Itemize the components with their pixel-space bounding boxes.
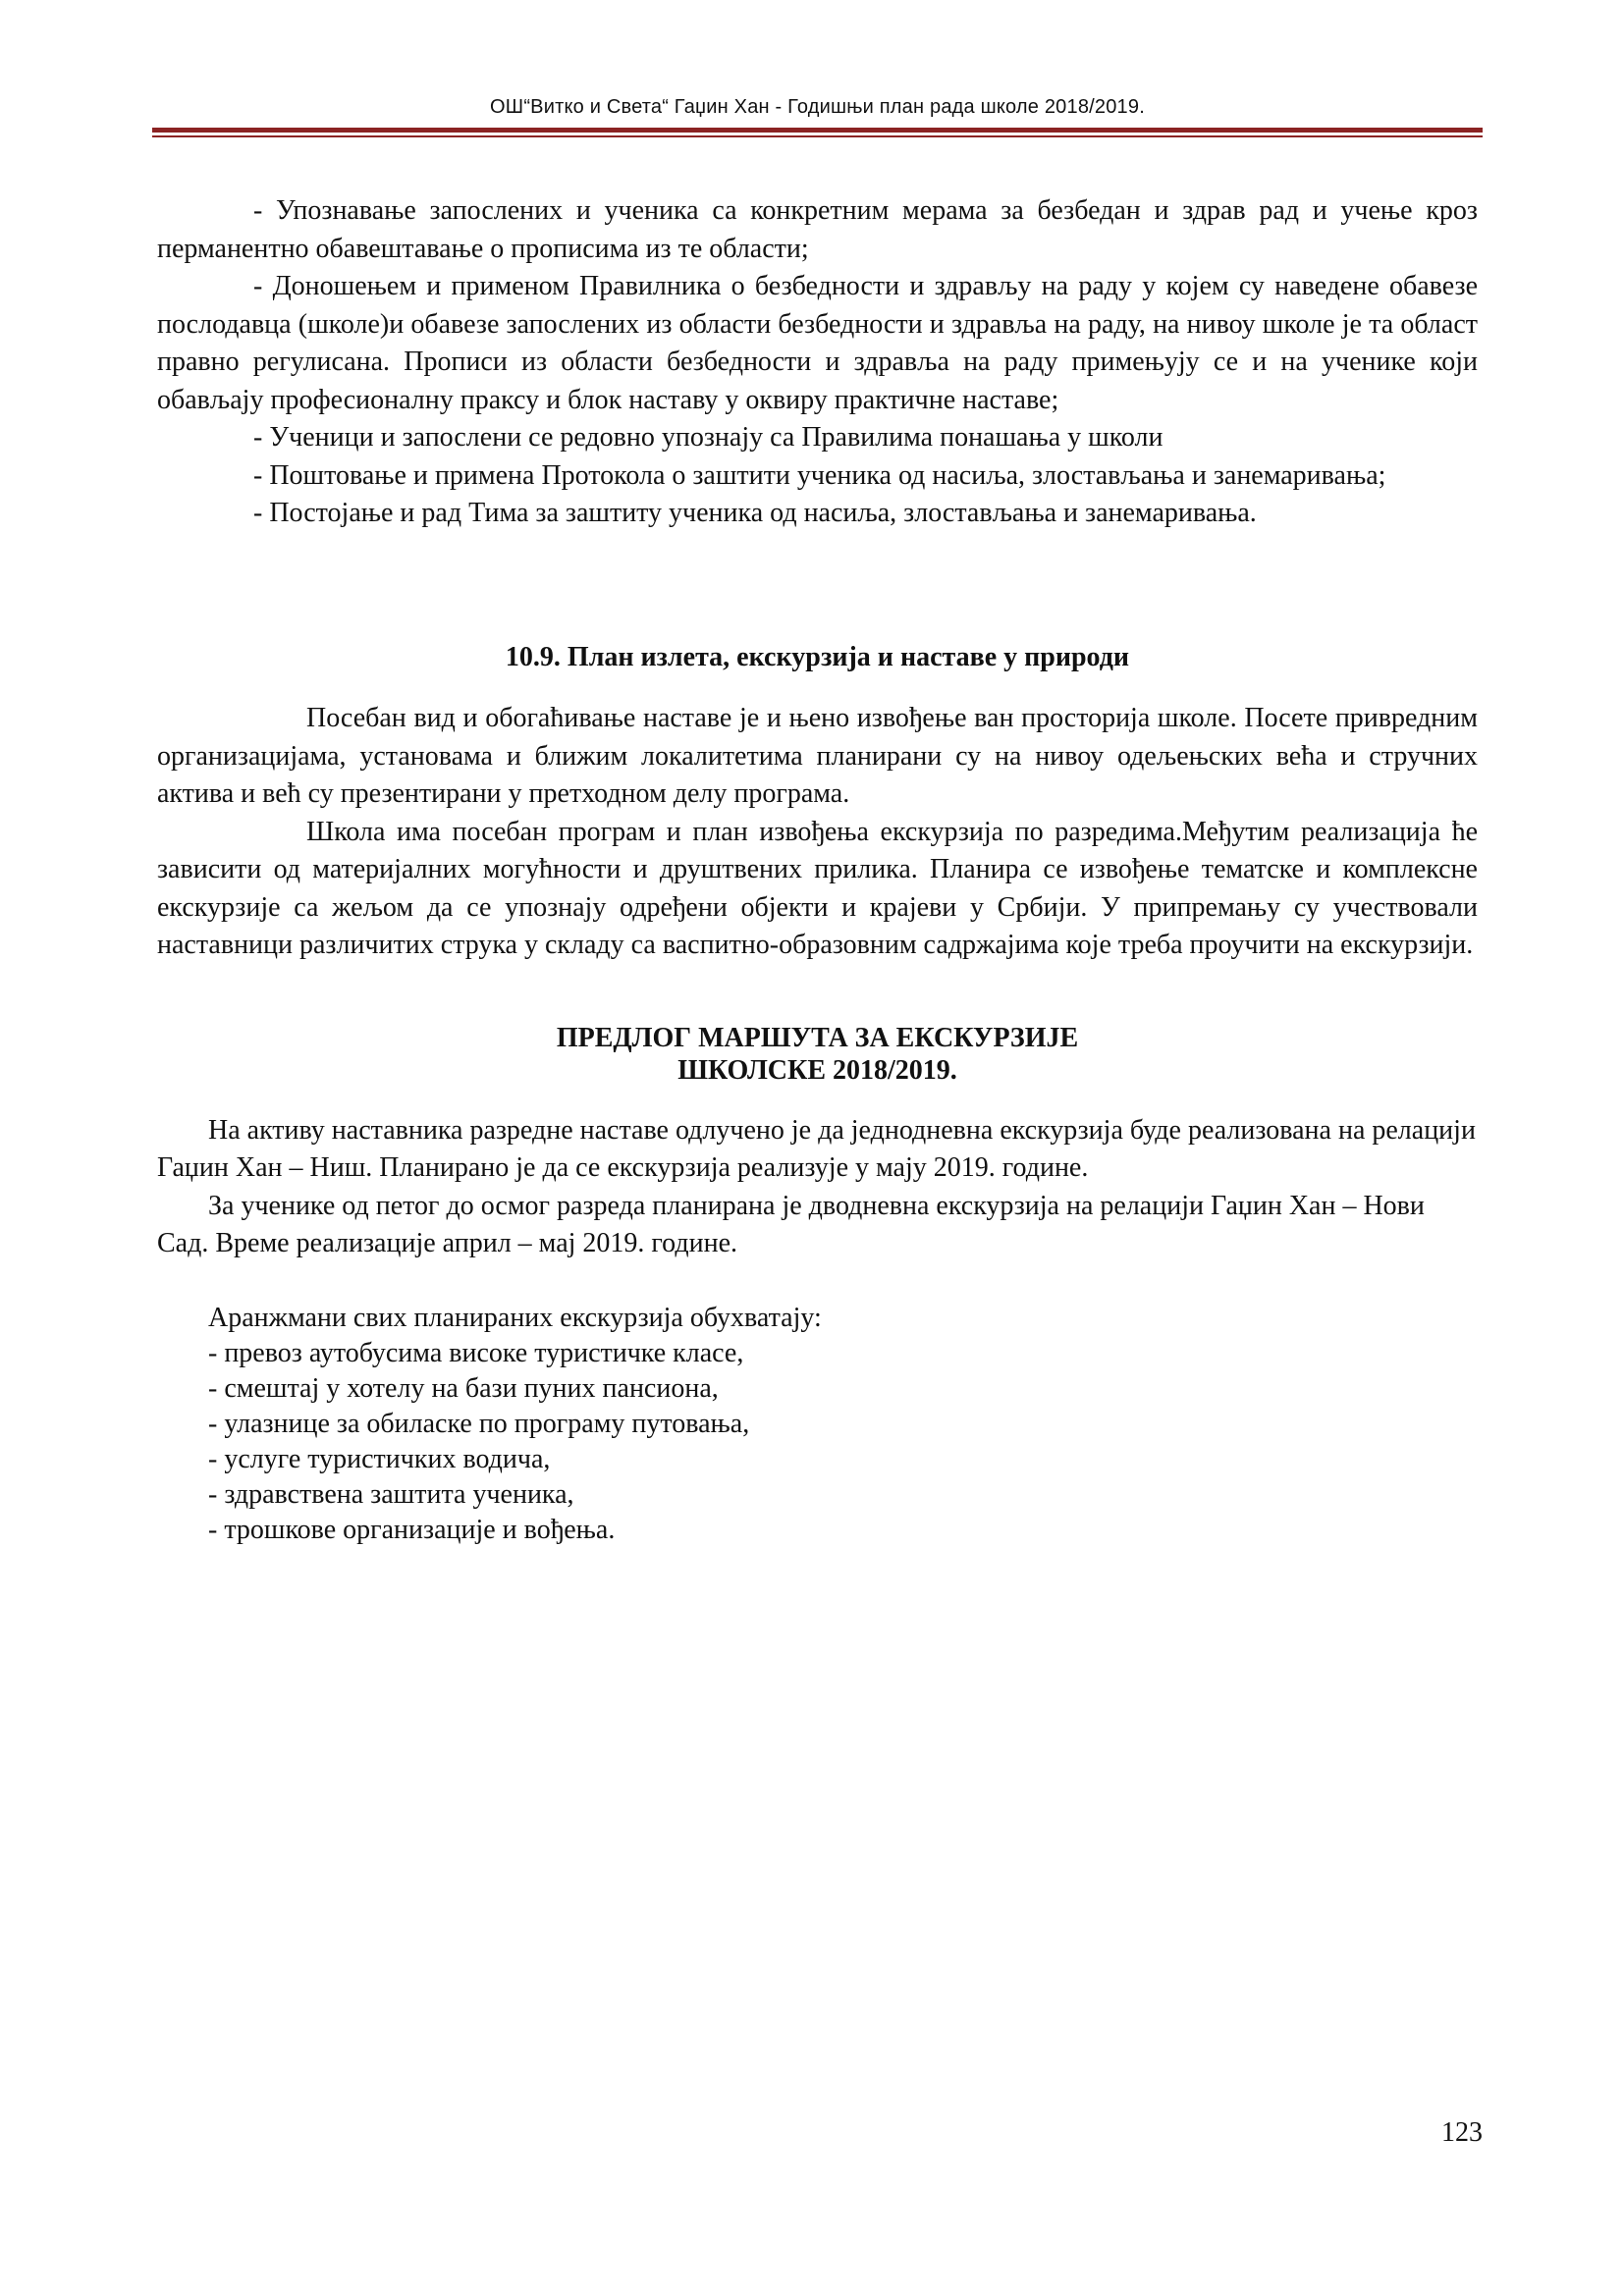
list-item: - услуге туристичких водича, [208, 1443, 551, 1474]
safety-paragraph-5: - Постојање и рад Тима за заштиту ученика од насиља, злостављања и занемаривања. [253, 498, 1257, 528]
safety-paragraph-4: - Поштовање и примена Протокола о заштити ученика од насиља, злостављања и занемаривања; [253, 459, 1386, 491]
proposal-paragraph-2: За ученике од петог до осмог разреда планирана је дводневна екскурзија на релацији Гаџин Хан – Нови Сад. Време реализације април – мај 2019. године. [157, 1190, 1425, 1258]
proposal-heading [157, 1022, 1478, 1087]
safety-paragraph-2: - Доношењем и применом Правилника о безбедности и здрављу на раду у којем су наведене обавезе послодавца (школе)и обавезе запослених из области безбедности и здравља на раду, на нивоу школе је та област правно регулисана. Прописи из области безбедности и здравља на раду примењују се и на ученике који обављају професионалну праксу и блок наставу у оквиру практичне наставе; [157, 271, 1478, 415]
page-number: 123 [1441, 2117, 1483, 2148]
list-item: - здравствена заштита ученика, [208, 1478, 574, 1510]
section-paragraph-2: Школа има посебан програм и план извођења екскурзија по разредима.Међутим реализација ће зависити од материјалних могућности и друштвених прилика. Планира се извођење тематске и комплексне екскурзије са жељом да се упознају одређени објекти и крајеви у Србији. У припремању су учествовали наставници различитих струка у складу са васпитно-образовним садржајима које треба проучити на екскурзији. [157, 816, 1478, 960]
safety-paragraph-3: - Ученици и запослени се редовно упознају са Правилима понашања у школи [253, 422, 1163, 453]
proposal-heading-line-1: ПРЕДЛОГ МАРШУТА ЗА ЕКСКУРЗИЈЕ [556, 1022, 1079, 1053]
list-item: - превоз аутобусима високе туристичке класе, [208, 1337, 744, 1368]
list-item: - смештај у хотелу на бази пуних пансиона, [208, 1372, 719, 1404]
list-item: - улазнице за обиласке по програму путовања, [208, 1408, 750, 1439]
proposal-paragraph-1: На активу наставника разредне наставе одлучено је да једнодневна екскурзија буде реализована на релацији Гаџин Хан – Ниш. Планирано је да се екскурзија реализује у мају 2019. године. [157, 1114, 1476, 1183]
section-heading: 10.9. План излета, екскурзија и наставе у природи [505, 641, 1130, 672]
header-rule-thin [152, 135, 1483, 137]
page-body [157, 192, 1478, 1548]
safety-paragraph-1: - Упознавање запослених и ученика са конкретним мерама за безбедан и здрав рад и учење кроз перманентно обавештавање о прописима из те области; [157, 195, 1478, 264]
arrangements-list [157, 1301, 1478, 1548]
list-item: - трошкове организације и вођења. [208, 1514, 616, 1545]
arrangements-intro: Аранжмани свих планираних екскурзија обухватају: [208, 1302, 822, 1333]
proposal-heading-line-2: ШКОЛСКЕ 2018/2019. [677, 1054, 957, 1086]
running-header: ОШ“Витко и Света“ Гаџин Хан - Годишњи план рада школе 2018/2019. [490, 96, 1145, 118]
section-paragraph-1: Посебан вид и обогаћивање наставе је и њено извођење ван просторија школе. Посете привредним организацијама, установама и ближим локалитетима планирани су на нивоу одељењских већа и стручних актива и већ су презентирани у претходном делу програма. [157, 703, 1478, 809]
header-rule-thick [152, 128, 1483, 133]
